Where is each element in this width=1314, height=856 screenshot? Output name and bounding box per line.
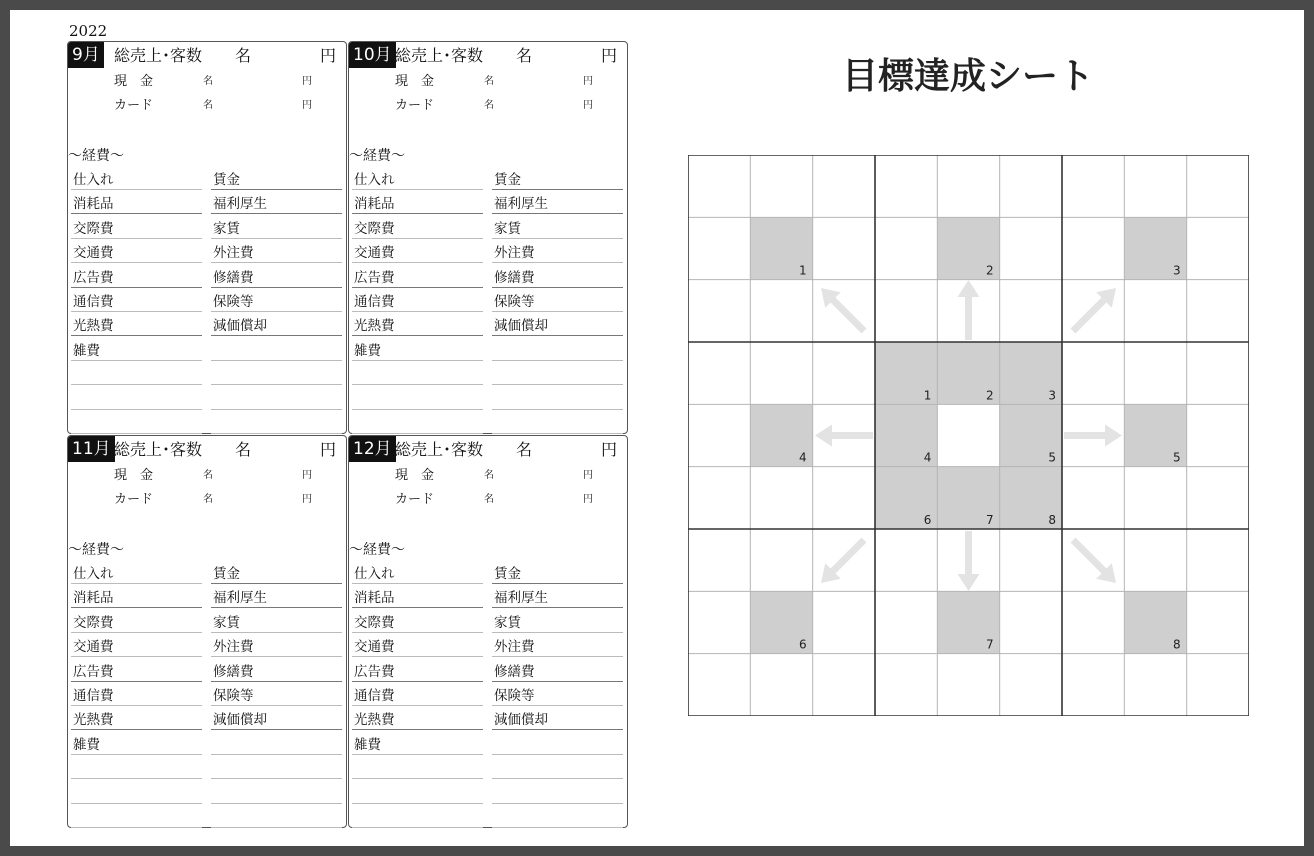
expense-item: 外注費 bbox=[211, 638, 342, 657]
customer-count-unit: 名 bbox=[235, 440, 252, 459]
total-sales-label: 総売上･客数 bbox=[114, 440, 203, 459]
yen-unit: 円 bbox=[302, 470, 312, 481]
expense-item: 家賃 bbox=[492, 220, 623, 239]
expense-item bbox=[492, 415, 623, 434]
direction-arrow bbox=[958, 531, 980, 591]
goal-cell-number: 1 bbox=[799, 263, 807, 278]
goal-cell-number: 6 bbox=[799, 637, 807, 652]
expense-item: 修繕費 bbox=[492, 663, 623, 682]
expense-item: 通信費 bbox=[352, 687, 483, 706]
yen-unit: 円 bbox=[583, 76, 593, 87]
direction-arrow bbox=[1071, 538, 1116, 583]
customer-count-unit: 名 bbox=[516, 440, 533, 459]
expense-item: 広告費 bbox=[71, 663, 202, 682]
count-unit: 名 bbox=[203, 494, 213, 505]
expense-item bbox=[352, 760, 483, 779]
card-label: カード bbox=[395, 98, 435, 113]
sales-yen-unit: 円 bbox=[320, 440, 337, 459]
expense-item: 通信費 bbox=[71, 293, 202, 312]
expense-item: 福利厚生 bbox=[492, 195, 623, 214]
goal-cell-number: 4 bbox=[923, 450, 932, 465]
card-label: カード bbox=[114, 98, 154, 113]
expense-item: 家賃 bbox=[492, 614, 623, 633]
goal-grid bbox=[688, 155, 1249, 716]
expense-item: 消耗品 bbox=[352, 195, 483, 214]
direction-arrow bbox=[821, 288, 866, 333]
count-unit: 名 bbox=[484, 100, 494, 111]
direction-arrow bbox=[815, 425, 873, 447]
expense-item: 広告費 bbox=[352, 663, 483, 682]
count-unit: 名 bbox=[203, 76, 213, 87]
goal-cell-number: 7 bbox=[986, 637, 994, 652]
expenses-heading: 〜経費〜 bbox=[68, 148, 124, 164]
customer-count-unit: 名 bbox=[235, 46, 252, 65]
expense-item: 外注費 bbox=[492, 638, 623, 657]
expense-item: 交際費 bbox=[352, 220, 483, 239]
card-label: カード bbox=[114, 492, 154, 507]
month-panel bbox=[67, 41, 347, 434]
expense-item: 光熱費 bbox=[71, 711, 202, 730]
yen-unit: 円 bbox=[583, 470, 593, 481]
goal-cell-number: 6 bbox=[923, 513, 932, 527]
goal-cell-number: 5 bbox=[1173, 450, 1181, 465]
expense-item: 減価償却 bbox=[211, 317, 342, 336]
expenses-heading: 〜経費〜 bbox=[349, 148, 405, 164]
cash-label: 現 金 bbox=[114, 468, 154, 483]
expense-item: 福利厚生 bbox=[492, 589, 623, 608]
total-sales-label: 総売上･客数 bbox=[114, 46, 203, 65]
expense-item bbox=[492, 760, 623, 779]
yen-unit: 円 bbox=[302, 76, 312, 87]
expense-item bbox=[352, 809, 483, 828]
expense-item bbox=[211, 809, 342, 828]
expense-item: 賃金 bbox=[492, 171, 623, 190]
goal-cell-number: 5 bbox=[1048, 450, 1056, 465]
expense-item: 仕入れ bbox=[352, 565, 483, 584]
month-badge: 11月 bbox=[68, 436, 115, 462]
expense-item: 交通費 bbox=[352, 244, 483, 263]
cash-label: 現 金 bbox=[395, 468, 435, 483]
expense-item bbox=[492, 342, 623, 361]
expense-item bbox=[492, 736, 623, 755]
expense-item: 交通費 bbox=[352, 638, 483, 657]
expenses-heading: 〜経費〜 bbox=[349, 542, 405, 558]
expense-item: 交際費 bbox=[352, 614, 483, 633]
goal-cell-number: 4 bbox=[799, 450, 807, 465]
expense-item: 賃金 bbox=[211, 565, 342, 584]
direction-arrow bbox=[821, 538, 866, 583]
month-panel bbox=[348, 435, 628, 828]
expense-item: 交際費 bbox=[71, 220, 202, 239]
month-badge: 10月 bbox=[349, 42, 396, 68]
expense-item: 減価償却 bbox=[492, 711, 623, 730]
expense-item bbox=[71, 415, 202, 434]
expense-item bbox=[211, 736, 342, 755]
expense-item: 家賃 bbox=[211, 220, 342, 239]
card-label: カード bbox=[395, 492, 435, 507]
count-unit: 名 bbox=[484, 470, 494, 481]
yen-unit: 円 bbox=[302, 494, 312, 505]
goal-cell-number: 3 bbox=[1173, 263, 1181, 278]
expense-item: 消耗品 bbox=[71, 195, 202, 214]
page bbox=[10, 10, 1304, 846]
sales-yen-unit: 円 bbox=[601, 440, 618, 459]
goal-cell-number: 8 bbox=[1048, 513, 1056, 527]
goal-cell-number: 1 bbox=[923, 388, 932, 403]
expense-item: 福利厚生 bbox=[211, 195, 342, 214]
expense-item: 通信費 bbox=[71, 687, 202, 706]
expense-item: 賃金 bbox=[211, 171, 342, 190]
goal-sheet-title: 目標達成シート bbox=[841, 56, 1094, 97]
expense-item bbox=[352, 366, 483, 385]
expense-item: 光熱費 bbox=[352, 317, 483, 336]
expense-item: 修繕費 bbox=[492, 269, 623, 288]
direction-arrow bbox=[1071, 288, 1116, 333]
expense-item: 広告費 bbox=[352, 269, 483, 288]
yen-unit: 円 bbox=[302, 100, 312, 111]
expense-item bbox=[211, 342, 342, 361]
expense-item bbox=[71, 785, 202, 804]
expense-item: 保険等 bbox=[492, 293, 623, 312]
expense-item bbox=[71, 809, 202, 828]
count-unit: 名 bbox=[484, 494, 494, 505]
expense-item: 広告費 bbox=[71, 269, 202, 288]
count-unit: 名 bbox=[203, 470, 213, 481]
expense-item: 交通費 bbox=[71, 638, 202, 657]
direction-arrow bbox=[1064, 425, 1122, 447]
customer-count-unit: 名 bbox=[516, 46, 533, 65]
expense-item: 仕入れ bbox=[352, 171, 483, 190]
total-sales-label: 総売上･客数 bbox=[395, 46, 484, 65]
goal-cell-number: 3 bbox=[1048, 388, 1056, 403]
expense-item: 保険等 bbox=[211, 687, 342, 706]
goal-cell-number: 2 bbox=[986, 263, 994, 278]
expense-item: 保険等 bbox=[211, 293, 342, 312]
expense-item: 保険等 bbox=[492, 687, 623, 706]
count-unit: 名 bbox=[203, 100, 213, 111]
month-badge: 12月 bbox=[349, 436, 396, 462]
month-panel bbox=[67, 435, 347, 828]
expense-item: 仕入れ bbox=[71, 565, 202, 584]
expense-item bbox=[211, 415, 342, 434]
expense-item: 修繕費 bbox=[211, 269, 342, 288]
yen-unit: 円 bbox=[583, 100, 593, 111]
month-panel bbox=[348, 41, 628, 434]
count-unit: 名 bbox=[484, 76, 494, 87]
expense-item: 雑費 bbox=[352, 342, 483, 361]
goal-cell-number: 2 bbox=[986, 388, 994, 403]
expense-item: 外注費 bbox=[492, 244, 623, 263]
expense-item bbox=[352, 391, 483, 410]
expense-item: 通信費 bbox=[352, 293, 483, 312]
expense-item: 雑費 bbox=[71, 342, 202, 361]
sales-yen-unit: 円 bbox=[320, 46, 337, 65]
yen-unit: 円 bbox=[583, 494, 593, 505]
expense-item bbox=[71, 391, 202, 410]
expense-item: 消耗品 bbox=[352, 589, 483, 608]
expense-item: 光熱費 bbox=[352, 711, 483, 730]
expense-item: 交通費 bbox=[71, 244, 202, 263]
expense-item: 交際費 bbox=[71, 614, 202, 633]
sales-yen-unit: 円 bbox=[601, 46, 618, 65]
expense-item: 福利厚生 bbox=[211, 589, 342, 608]
goal-grid-svg bbox=[688, 155, 1249, 716]
expense-item bbox=[211, 760, 342, 779]
direction-arrow bbox=[958, 280, 980, 340]
month-badge: 9月 bbox=[68, 42, 104, 68]
expense-item: 外注費 bbox=[211, 244, 342, 263]
total-sales-label: 総売上･客数 bbox=[395, 440, 484, 459]
expenses-heading: 〜経費〜 bbox=[68, 542, 124, 558]
expense-item bbox=[211, 785, 342, 804]
expense-item bbox=[211, 366, 342, 385]
expense-item bbox=[352, 415, 483, 434]
goal-cell-number: 8 bbox=[1173, 637, 1181, 652]
cash-label: 現 金 bbox=[114, 74, 154, 89]
cash-label: 現 金 bbox=[395, 74, 435, 89]
year-label: 2022 bbox=[69, 22, 108, 40]
expense-item: 仕入れ bbox=[71, 171, 202, 190]
expense-item bbox=[352, 785, 483, 804]
expense-item: 消耗品 bbox=[71, 589, 202, 608]
expense-item: 修繕費 bbox=[211, 663, 342, 682]
expense-item: 賃金 bbox=[492, 565, 623, 584]
expense-item: 光熱費 bbox=[71, 317, 202, 336]
expense-item: 雑費 bbox=[71, 736, 202, 755]
expense-item: 雑費 bbox=[352, 736, 483, 755]
expense-item: 減価償却 bbox=[211, 711, 342, 730]
expense-item: 家賃 bbox=[211, 614, 342, 633]
expense-item bbox=[492, 809, 623, 828]
expense-item: 減価償却 bbox=[492, 317, 623, 336]
expense-item bbox=[492, 391, 623, 410]
expense-item bbox=[492, 366, 623, 385]
expense-item bbox=[71, 760, 202, 779]
expense-item bbox=[492, 785, 623, 804]
goal-cell-number: 7 bbox=[986, 513, 994, 527]
expense-item bbox=[211, 391, 342, 410]
expense-item bbox=[71, 366, 202, 385]
